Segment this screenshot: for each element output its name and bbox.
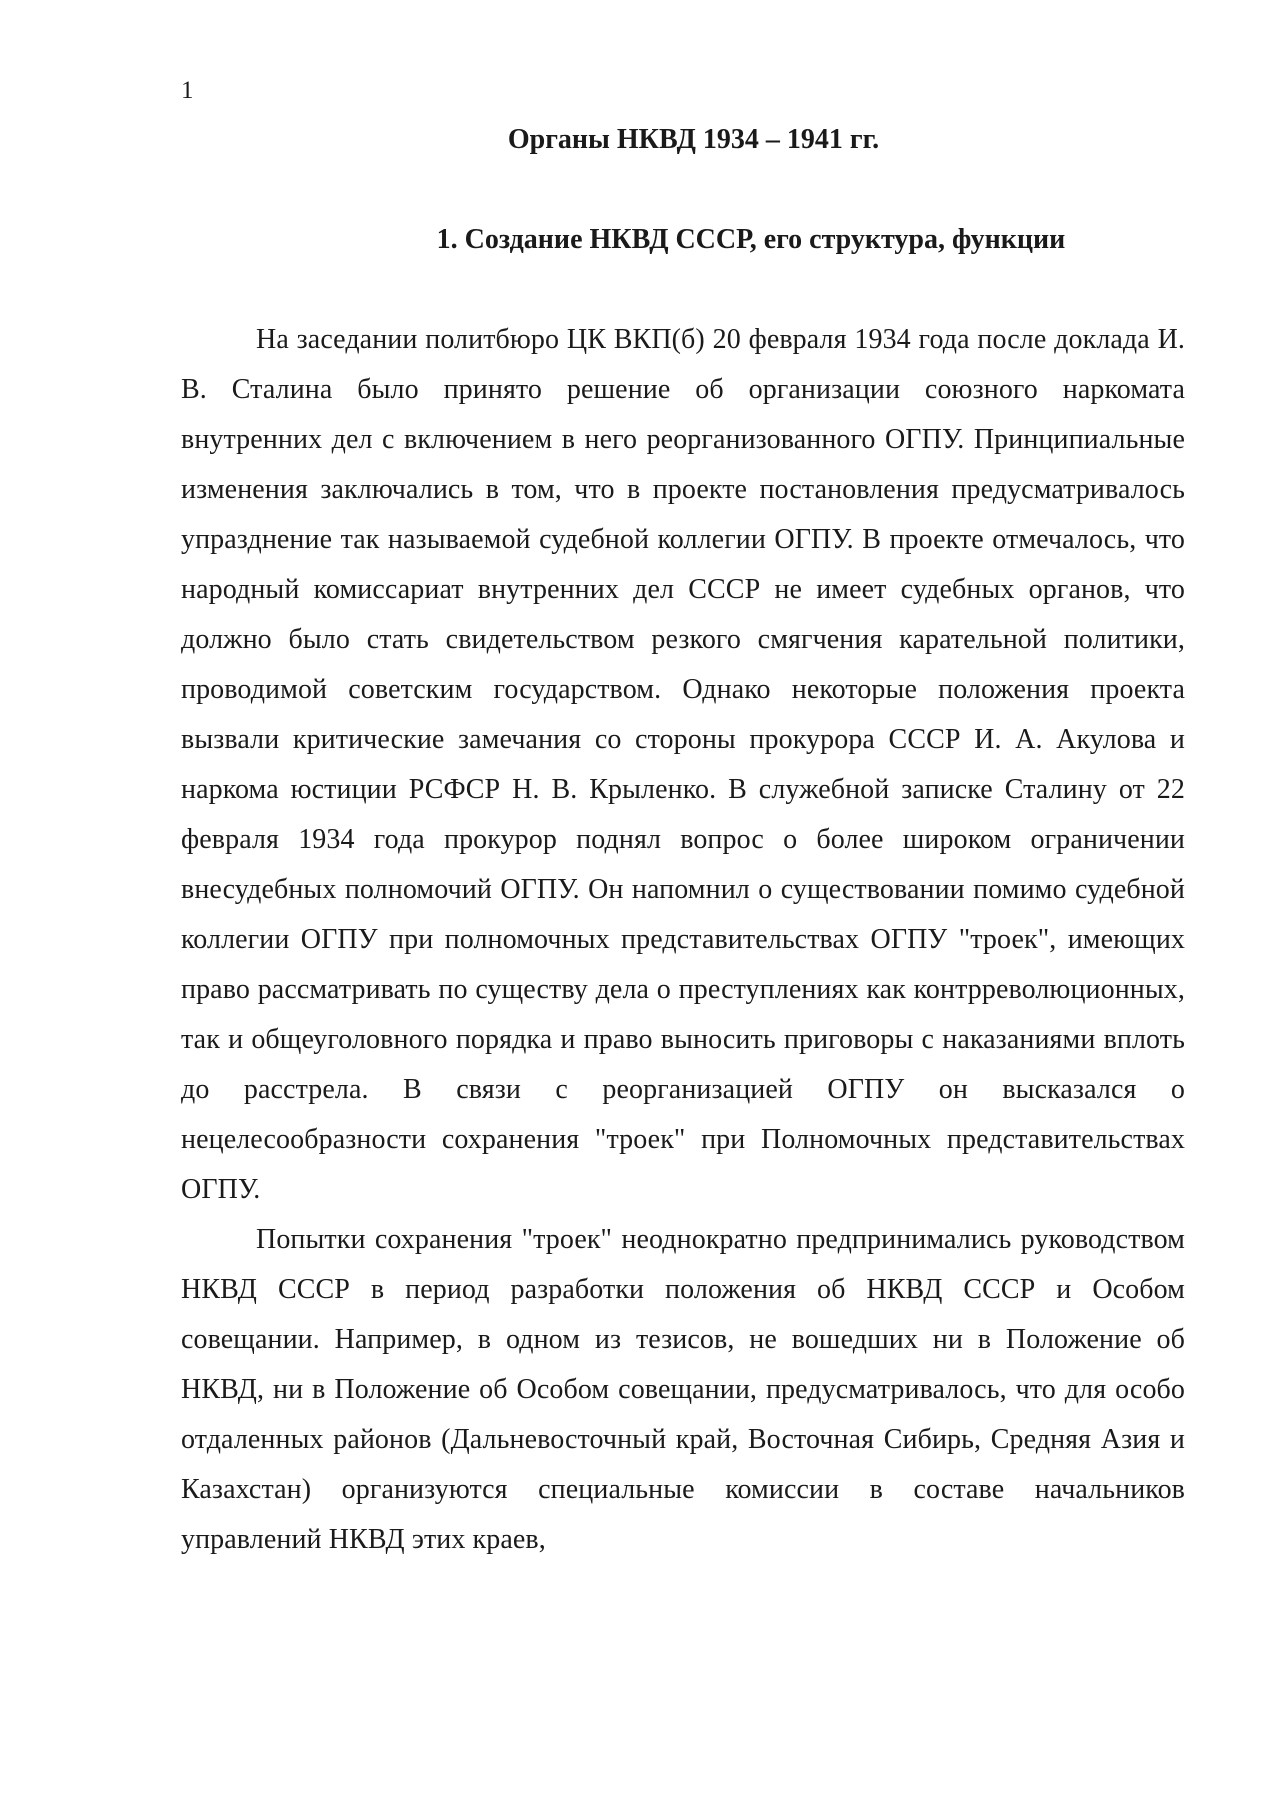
section-title: 1. Создание НКВД СССР, его структура, функции — [436, 224, 1066, 255]
paragraph: Попытки сохранения "троек" неоднократно предпринимались руководством НКВД СССР в период разработки положения об НКВД СССР и Особом совещании. Например, в одном из тезисов, не вошедших ни в Положение об НКВД, ни в Положение об Особом совещании, предусматривалось, что для особо отдаленных районов (Дальневосточный край, Восточная Сибирь, Средняя Азия и Казахстан) организуются специальные комиссии в составе начальников управлений НКВД этих краев, — [181, 1224, 1185, 1555]
page-number: 1 — [181, 77, 194, 104]
paragraph: На заседании политбюро ЦК ВКП(б) 20 февраля 1934 года после доклада И. В. Сталина было принято решение об организации союзного наркомата внутренних дел с включением в него реорганизованного ОГПУ. Принципиальные изменения заключались в том, что в проекте постановления предусматривалось упразднение так называемой судебной коллегии ОГПУ. В проекте отмечалось, что народный комиссариат внутренних дел СССР не имеет судебных органов, что должно было стать свидетельством резкого смягчения карательной политики, проводимой советским государством. Однако некоторые положения проекта вызвали критические замечания со стороны прокурора СССР И. А. Акулова и наркома юстиции РСФСР Н. В. Крыленко. В служебной записке Сталину от 22 февраля 1934 года прокурор поднял вопрос о более широком ограничении внесудебных полномочий ОГПУ. Он напомнил о существовании помимо судебной коллегии ОГПУ при полномочных представительствах ОГПУ "троек", имеющих право рассматривать по существу дела о преступлениях как контрреволюционных, так и общеуголовного порядка и право выносить приговоры с наказаниями вплоть до расстрела. В связи с реорганизацией ОГПУ он высказался о нецелесообразности сохранения "троек" при Полномочных представительствах ОГПУ. — [181, 324, 1185, 1205]
document-title: Органы НКВД 1934 – 1941 гг. — [507, 124, 880, 155]
body-text — [181, 315, 1185, 1565]
